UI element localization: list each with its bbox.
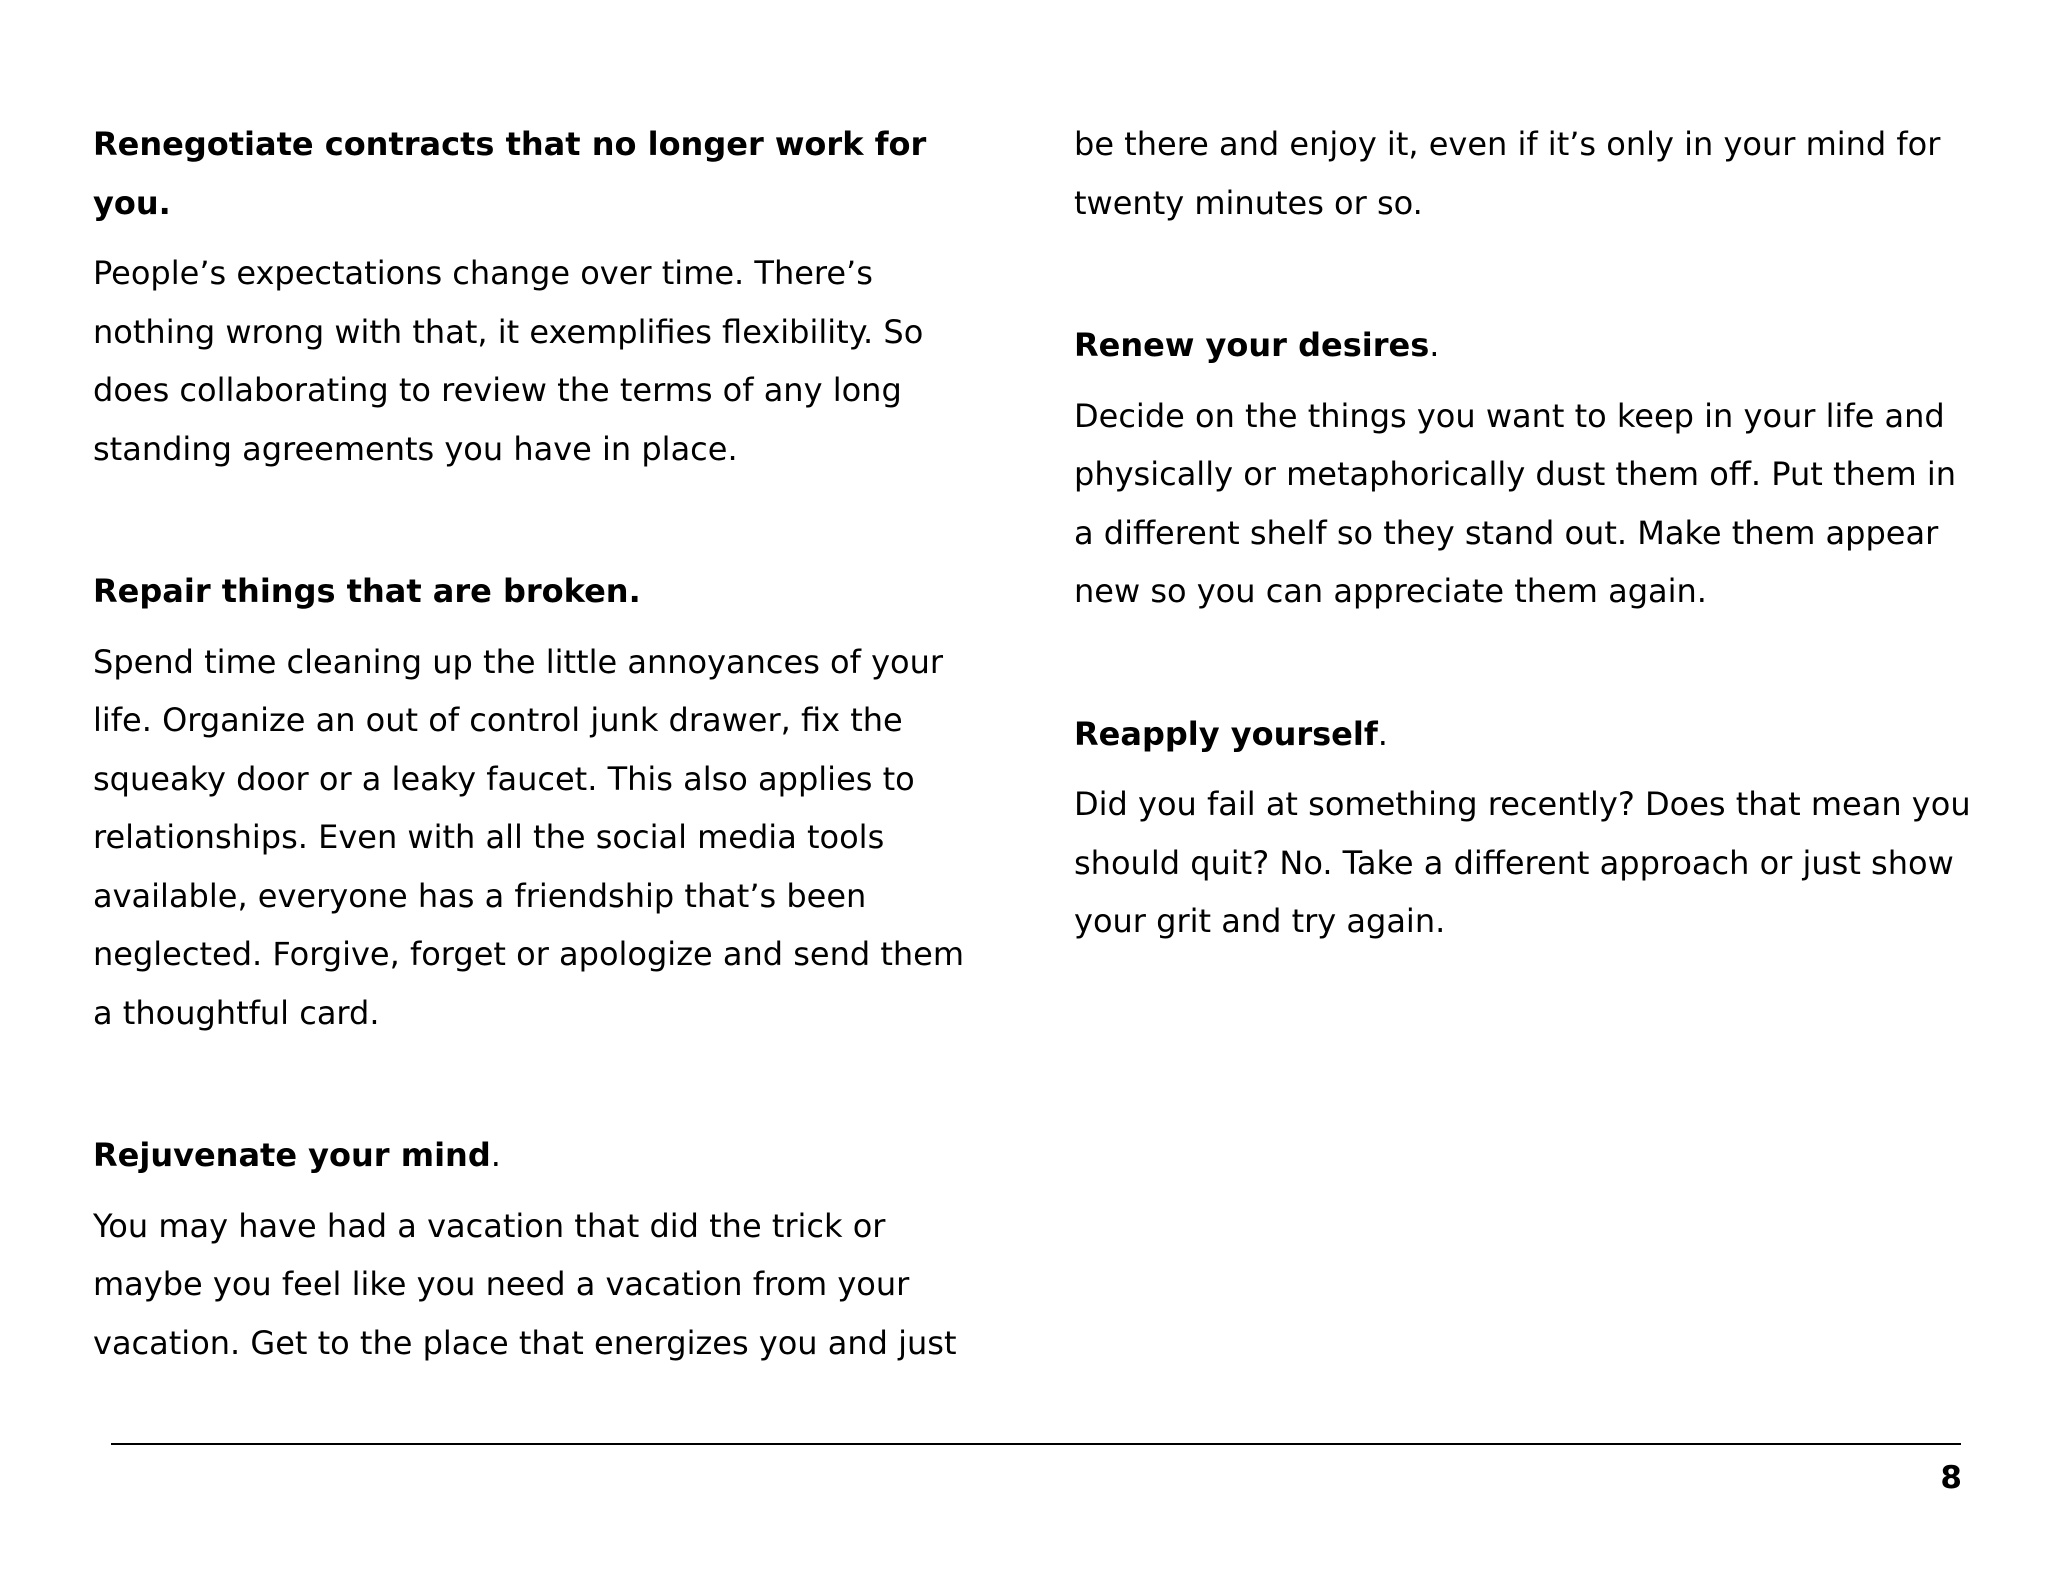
heading-text: Rejuvenate your mind: [93, 1136, 491, 1174]
section-body: You may have had a vacation that did the trick or maybe you feel like you need a vacation from your vacation. Get to the place that energizes you and just: [93, 1206, 957, 1362]
section-heading: [93, 1126, 993, 1185]
heading-suffix: .: [1429, 326, 1440, 364]
section-body: Spend time cleaning up the little annoyances of your life. Organize an out of control junk drawer, fix the squeaky door or a leaky faucet. This also applies to relationships. Even with all the social media tools available, everyone has a friendship that’s been neglected. Forgive, forget or apologize and send them a thoughtful card.: [93, 642, 965, 1032]
section-repair: [93, 562, 993, 1042]
section-renegotiate: [93, 115, 993, 478]
section-spacer: [93, 1042, 993, 1126]
right-column: [1074, 115, 1974, 951]
left-column: [93, 115, 993, 1372]
section-heading: [1074, 705, 1974, 764]
section-body: Decide on the things you want to keep in your life and physically or metaphorically dust them off. Put them in a different shelf so they stand out. Make them appear new so you can appreciate them again.: [1074, 396, 1956, 610]
heading-suffix: .: [1377, 714, 1388, 753]
page-number: 8: [1940, 1460, 1962, 1496]
heading-text: Renegotiate contracts that no longer work for you.: [93, 125, 927, 222]
section-body: People’s expectations change over time. There’s nothing wrong with that, it exemplifies flexibility. So does collaborating to review the terms of any long standing agreements you have in place.: [93, 254, 924, 468]
section-spacer: [1074, 232, 1974, 316]
continuation-text: be there and enjoy it, even if it’s only in your mind for twenty minutes or so.: [1074, 125, 1941, 222]
heading-text: Repair things that are broken.: [93, 572, 641, 610]
section-heading: [1074, 316, 1974, 375]
section-spacer: [93, 478, 993, 562]
section-rejuvenate: [93, 1126, 993, 1372]
heading-text: Renew your desires: [1074, 326, 1430, 364]
section-spacer: [1074, 621, 1974, 705]
section-renew: [1074, 316, 1974, 621]
section-body: Did you fail at something recently? Does that mean you should quit? No. Take a different approach or just show your grit and try again.: [1074, 785, 1971, 940]
heading-text: Reapply yourself: [1074, 714, 1378, 753]
section-reapply: [1074, 705, 1974, 951]
heading-suffix: .: [490, 1136, 501, 1174]
footer-rule: [111, 1443, 1961, 1445]
section-heading: [93, 562, 993, 621]
section-heading: [93, 115, 993, 232]
